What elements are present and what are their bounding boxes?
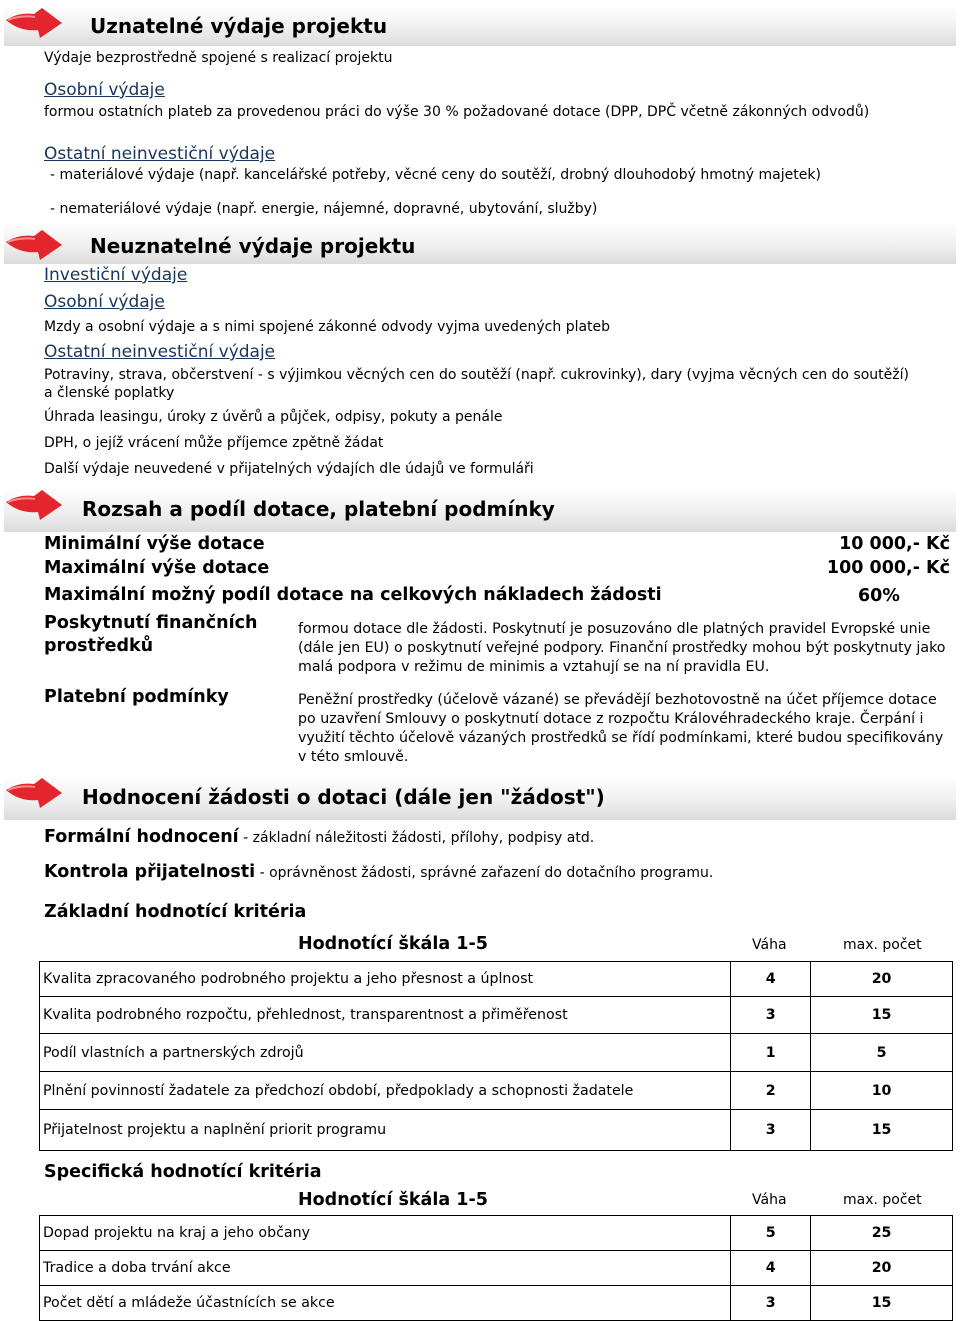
zakladni-kriteria-table [39,961,953,1151]
osobni-vydaje-text: Mzdy a osobní výdaje a s nimi spojené zákonné odvody vyjma uvedených plateb [44,319,611,335]
section-title-neuznatelne: Neuznatelné výdaje projektu [90,234,416,258]
platebni-podminky-text: Peněžní prostředky (účelově vázané) se převádějí bezhotovostně na účet příjemce dotace po uzavření Smlouvy o poskytnutí dotace z rozpočtu Královéhradeckého kraje. Čerpání i využití těchto účelově vázaných prostředků se řídí podmínkami, které budou specifikovány v této smlouvě. [298,692,944,765]
red-arrow-icon [4,490,64,522]
dph-text: DPH, o jejíž vrácení může příjemce zpětně žádat [44,435,384,451]
criterion-label: Přijatelnost projektu a naplnění priorit programu [40,1110,731,1151]
ostatni-vydaje-heading: Ostatní neinvestiční výdaje [44,342,276,362]
criterion-label: Tradice a doba trvání akce [40,1251,731,1286]
list-item: - nemateriálové výdaje (např. energie, nájemné, dopravné, ubytování, služby) [50,201,598,217]
criterion-label: Kvalita zpracovaného podrobného projektu a jeho přesnost a úplnost [40,962,731,997]
table-row [40,997,953,1034]
criterion-weight: 4 [731,962,811,997]
col-header-vaha: Váha [752,1192,787,1208]
table-row [40,1251,953,1286]
potraviny-text: Potraviny, strava, občerstvení - s výjimkou věcných cen do soutěží (např. cukrovinky), dary (vyjma věcných cen do soutěží) [44,367,909,383]
table-row [40,962,953,997]
col-header-max-pocet: max. počet [843,1192,922,1208]
criterion-max: 20 [811,962,953,997]
criterion-max: 20 [811,1251,953,1286]
criterion-label: Plnění povinností žadatele za předchozí období, předpoklady a schopnosti žadatele [40,1072,731,1110]
potraviny-text-cont: a členské poplatky [44,385,175,401]
platebni-podminky-label: Platební podmínky [44,687,229,707]
criterion-weight: 5 [731,1216,811,1251]
criterion-weight: 1 [731,1034,811,1072]
poskytnuti-label: Poskytnutí finančních prostředků [44,613,258,656]
table-row [40,1034,953,1072]
red-arrow-icon [4,8,64,40]
poskytnuti-text: formou dotace dle žádosti. Poskytnutí je posuzováno dle platných pravidel Evropské unie (dále jen EU) o poskytnutí veřejné podpory. Finanční prostředky mohou být poskytnuty jako malá podpora v režimu de minimis a vztahují se na ní pravidla EU. [298,621,946,675]
criterion-weight: 2 [731,1072,811,1110]
criterion-max: 15 [811,1286,953,1321]
min-dotace-value: 10 000,- Kč [839,534,950,554]
criterion-max: 25 [811,1216,953,1251]
min-dotace-label: Minimální výše dotace [44,534,265,554]
criterion-weight: 3 [731,1110,811,1151]
investicni-vydaje-heading: Investiční výdaje [44,265,188,285]
osobni-vydaje-heading: Osobní výdaje [44,80,165,100]
zakladni-kriteria-heading: Základní hodnotící kritéria [44,902,307,922]
osobni-vydaje-heading: Osobní výdaje [44,292,165,312]
specificka-kriteria-heading: Specifická hodnotící kritéria [44,1162,322,1182]
specificka-kriteria-table [39,1215,953,1321]
col-header-vaha: Váha [752,937,787,953]
criterion-max: 10 [811,1072,953,1110]
max-dotace-label: Maximální výše dotace [44,558,270,578]
criterion-weight: 3 [731,997,811,1034]
formalni-hodnoceni-line [44,827,594,847]
col-header-max-pocet: max. počet [843,937,922,953]
criterion-label: Počet dětí a mládeže účastnících se akce [40,1286,731,1321]
dalsi-vydaje-text: Další výdaje neuvedené v přijatelných výdajích dle údajů ve formuláři [44,461,534,477]
criterion-label: Kvalita podrobného rozpočtu, přehlednost, transparentnost a přiměřenost [40,997,731,1034]
criterion-max: 5 [811,1034,953,1072]
criterion-weight: 4 [731,1251,811,1286]
formalni-hodnoceni-text: - základní náležitosti žádosti, přílohy, podpisy atd. [238,830,595,846]
table-row [40,1110,953,1151]
criterion-label: Dopad projektu na kraj a jeho občany [40,1216,731,1251]
section-title-hodnoceni: Hodnocení žádosti o dotaci (dále jen "žádost") [82,785,605,809]
hodnotici-skala-label: Hodnotící škála 1-5 [298,934,488,954]
red-arrow-icon [4,230,64,262]
table-row [40,1216,953,1251]
uhrada-text: Úhrada leasingu, úroky z úvěrů a půjček, odpisy, pokuty a penále [44,409,503,425]
table-row [40,1286,953,1321]
criterion-weight: 3 [731,1286,811,1321]
criterion-label: Podíl vlastních a partnerských zdrojů [40,1034,731,1072]
podil-dotace-value: 60% [858,586,900,606]
kontrola-prijatelnosti-line [44,862,713,882]
uznatelne-intro: Výdaje bezprostředně spojené s realizací projektu [44,50,393,66]
section-title-rozsah: Rozsah a podíl dotace, platební podmínky [82,497,555,521]
formalni-hodnoceni-label: Formální hodnocení [44,827,239,847]
podil-dotace-label: Maximální možný podíl dotace na celkových nákladech žádosti [44,585,662,605]
criterion-max: 15 [811,997,953,1034]
section-title-uznatelne: Uznatelné výdaje projektu [90,14,388,38]
kontrola-prijatelnosti-text: - oprávněnost žádosti, správné zařazení do dotačního programu. [255,865,714,881]
ostatni-vydaje-heading: Ostatní neinvestiční výdaje [44,144,276,164]
kontrola-prijatelnosti-label: Kontrola přijatelnosti [44,862,256,882]
list-item: - materiálové výdaje (např. kancelářské potřeby, věcné ceny do soutěží, drobný dlouhodobý hmotný majetek) [50,167,821,183]
red-arrow-icon [4,778,64,810]
osobni-vydaje-text: formou ostatních plateb za provedenou práci do výše 30 % požadované dotace (DPP, DPČ včetně zákonných odvodů) [44,104,870,120]
criterion-max: 15 [811,1110,953,1151]
max-dotace-value: 100 000,- Kč [826,558,950,578]
hodnotici-skala-label: Hodnotící škála 1-5 [298,1190,488,1210]
table-row [40,1072,953,1110]
